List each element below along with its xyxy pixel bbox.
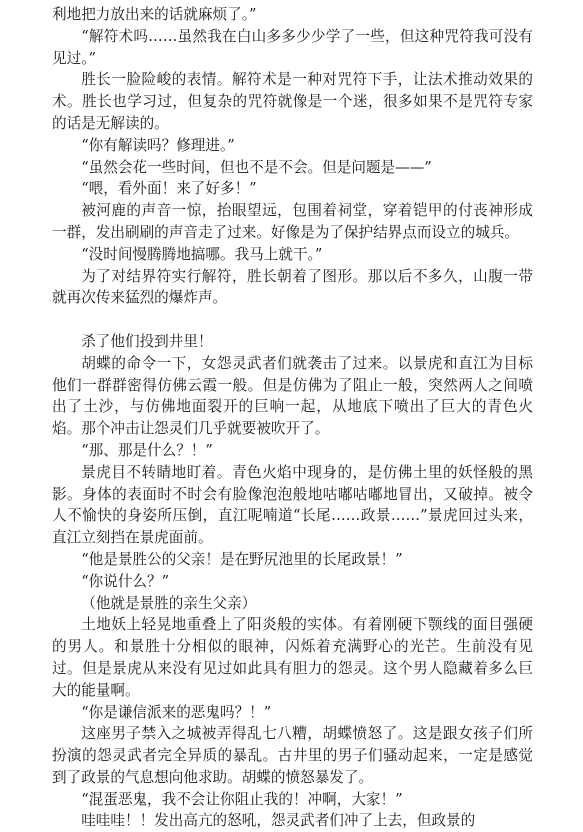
paragraph-continuation: 利地把力放出来的话就麻烦了。”	[52, 6, 257, 23]
paragraph-narration-masakage: 土地妖上轻晃地重叠上了阳炎般的实体。有着刚硬下颚线的面目强硬的男人。和景胜十分相似的眼神，闪烁着充满野心的光芒。生前没有见过。但是景虎从来没有见过如此具有胆力的怨灵。这个男人隐藏着多么巨大的能量啊。	[52, 616, 533, 699]
paragraph-narration-shadow: 景虎目不转睛地盯着。青色火焰中现身的，是仿佛土里的妖怪般的黑影。身体的表面时不时会有脸像泡泡般地咕嘟咕嘟地冒出，又破掉。被令人不愉快的身姿所压倒，直江呢喃道“长尾……政景……”景虎回过头来，直江立刻挡在景虎面前。	[52, 463, 533, 547]
paragraph-narration-explosion: 为了对结界符实行解符，胜长朝着了图形。那以后不多久，山腹一带就再次传来猛烈的爆炸声。	[52, 267, 533, 307]
paragraph-order: 杀了他们投到井里！	[81, 332, 213, 350]
paragraph-dialogue-father: “他是景胜公的父亲！是在野尻池里的长尾政景！”	[81, 550, 403, 568]
paragraph-dialogue-what: “那、那是什么？！”	[81, 441, 213, 459]
paragraph-dialogue-problem: “虽然会花一些时间，但也不是不会。但是问题是——”	[81, 158, 432, 176]
paragraph-dialogue-talisman: “解符术吗……虽然我在白山多多少少学了一些，但这种咒符我可没有见过。”	[52, 27, 533, 67]
paragraph-dialogue-outside: “喂，看外面！来了好多！”	[81, 180, 257, 198]
paragraph-dialogue-decode: “你有解读吗？修理进。”	[81, 136, 235, 154]
paragraph-narration-kocho: 这座男子禁入之城被弄得乱七八糟，胡蝶愤怒了。这是跟女孩子们所扮演的怨灵武者完全异质的暴乱。古井里的男子们骚动起来，一定是感觉到了政景的气息想向他求助。胡蝶的愤怒暴发了。	[52, 725, 533, 786]
paragraph-dialogue-hurry: “没时间慢腾腾地搞哪。我马上就干。”	[81, 245, 323, 263]
paragraph-dialogue-say: “你说什么？”	[81, 572, 170, 590]
paragraph-narration-katsunaga: 胜长一脸险峻的表情。解符术是一种对咒符下手，让法术推动效果的术。胜长也学习过，但复杂的咒符就像是一个迷，很多如果不是咒符专家的话是无解读的。	[52, 71, 533, 132]
paragraph-narration-soldiers: 被河鹿的声音一惊，抬眼望远，包围着祠堂，穿着铠甲的付丧神形成一群，发出刷刷的声音走了过来。好像是为了保护结界点而设立的城兵。	[52, 202, 533, 241]
novel-page-text	[52, 4, 533, 832]
paragraph-narration-attack: 胡蝶的命令一下，女怨灵武者们就袭击了过来。以景虎和直江为目标他们一群群密得仿佛云霞一般。但是仿佛为了阻止一般，突然两人之间喷出了土沙，与仿佛地面裂开的巨响一起，从地底下喷出了巨大的青色火焰。那个冲击让怨灵们几乎就要被吹开了。	[52, 354, 533, 438]
section-break	[52, 309, 533, 331]
paragraph-dialogue-demon: “你是谦信派来的恶鬼吗？！”	[81, 703, 272, 721]
paragraph-narration-roar: 哇哇哇！！发出高亢的怒吼，怨灵武者们冲了上去，但政景的	[81, 812, 476, 830]
paragraph-dialogue-charge: “混蛋恶鬼，我不会让你阻止我的！冲啊，大家！”	[81, 790, 403, 808]
paragraph-thought-father: （他就是景胜的亲生父亲）	[81, 594, 257, 612]
